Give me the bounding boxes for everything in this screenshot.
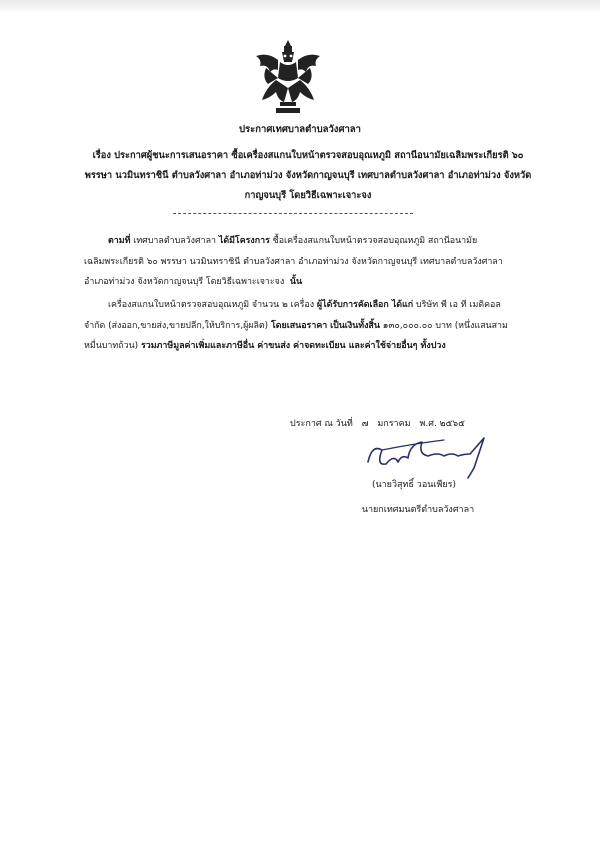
announce-day: ๗ [361,419,369,429]
p1-lead: ตามที่ [108,236,131,246]
announcement-title: ประกาศเทศบาลตำบลวังศาลา [239,124,361,135]
subject-text: ประกาศผู้ชนะการเสนอราคา ซื้อเครื่องสแกนใบหน้าตรวจสอบอุณหภูมิ สถานีอนามัยเฉลิมพระเกียรติ ๖๐ พรรษา นวมินทราชินี ตำบลวังศาลา อำเภอท่าม่วง จังหวัดกาญจนบุรี เทศบาลตำบลวังศาลา อำเภอท่าม่วง จังหวัดกาญจนบุรี โดยวิธีเฉพาะเจาะจง [84,150,532,201]
p1-end: นั้น [289,277,303,287]
paragraph-2 [84,295,524,357]
p2-total-label: เป็นเงินทั้งสิ้น [330,320,380,331]
signature-image [362,432,492,480]
p1-agency: เทศบาลตำบลวังศาลา [133,236,217,246]
p1-project-label: ได้มีโครงการ [218,236,270,246]
signatory-position: นายกเทศมนตรีตำบลวังศาลา [361,505,475,515]
divider-line [173,213,413,214]
p2-company: บริษัท พี เอ ที เมดิคอล จำกัด (ส่งออก,ขายส่ง,ขายปลีก,ให้บริการ,ผู้ผลิต) [84,300,501,331]
signatory-name: (นายวิสุทธิ์ วอนเพียร) [371,480,457,490]
garuda-emblem-icon [252,38,324,116]
announce-month: มกราคม [377,419,411,429]
scan-edge [0,0,600,14]
announce-prefix: ประกาศ ณ วันที่ [290,419,353,429]
subject-block [78,146,538,206]
announce-date [290,416,471,430]
paragraph-1 [84,231,524,293]
p2-winner-label: ผู้ได้รับการคัดเลือก ได้แก่ [316,300,414,310]
p1-project-text: ซื้อเครื่องสแกนใบหน้าตรวจสอบอุณหภูมิ สถานีอนามัยเฉลิมพระเกียรติ ๖๐ พรรษา นวมินทราชินี ตำบลวังศาลา อำเภอท่าม่วง จังหวัดกาญจนบุรี เทศบาลตำบลวังศาลา อำเภอท่าม่วง จังหวัดกาญจนบุรี โดยวิธีเฉพาะเจาะจง [84,236,503,287]
announce-year: พ.ศ. ๒๕๖๕ [419,419,465,429]
p2-tax-note: รวมภาษีมูลค่าเพิ่มและภาษีอื่น ค่าขนส่ง ค่าจดทะเบียน และค่าใช้จ่ายอื่นๆ ทั้งปวง [140,341,446,351]
p2-offer-label: โดยเสนอราคา [270,320,328,331]
p2-amount: ๑๓๐,๐๐๐.๐๐ บาท (หนึ่งแสนสามหมื่นบาทถ้วน) [84,320,508,351]
p2-item: เครื่องสแกนใบหน้าตรวจสอบอุณหภูมิ จำนวน ๒ เครื่อง [108,300,315,310]
subject-label: เรื่อง [92,150,111,161]
